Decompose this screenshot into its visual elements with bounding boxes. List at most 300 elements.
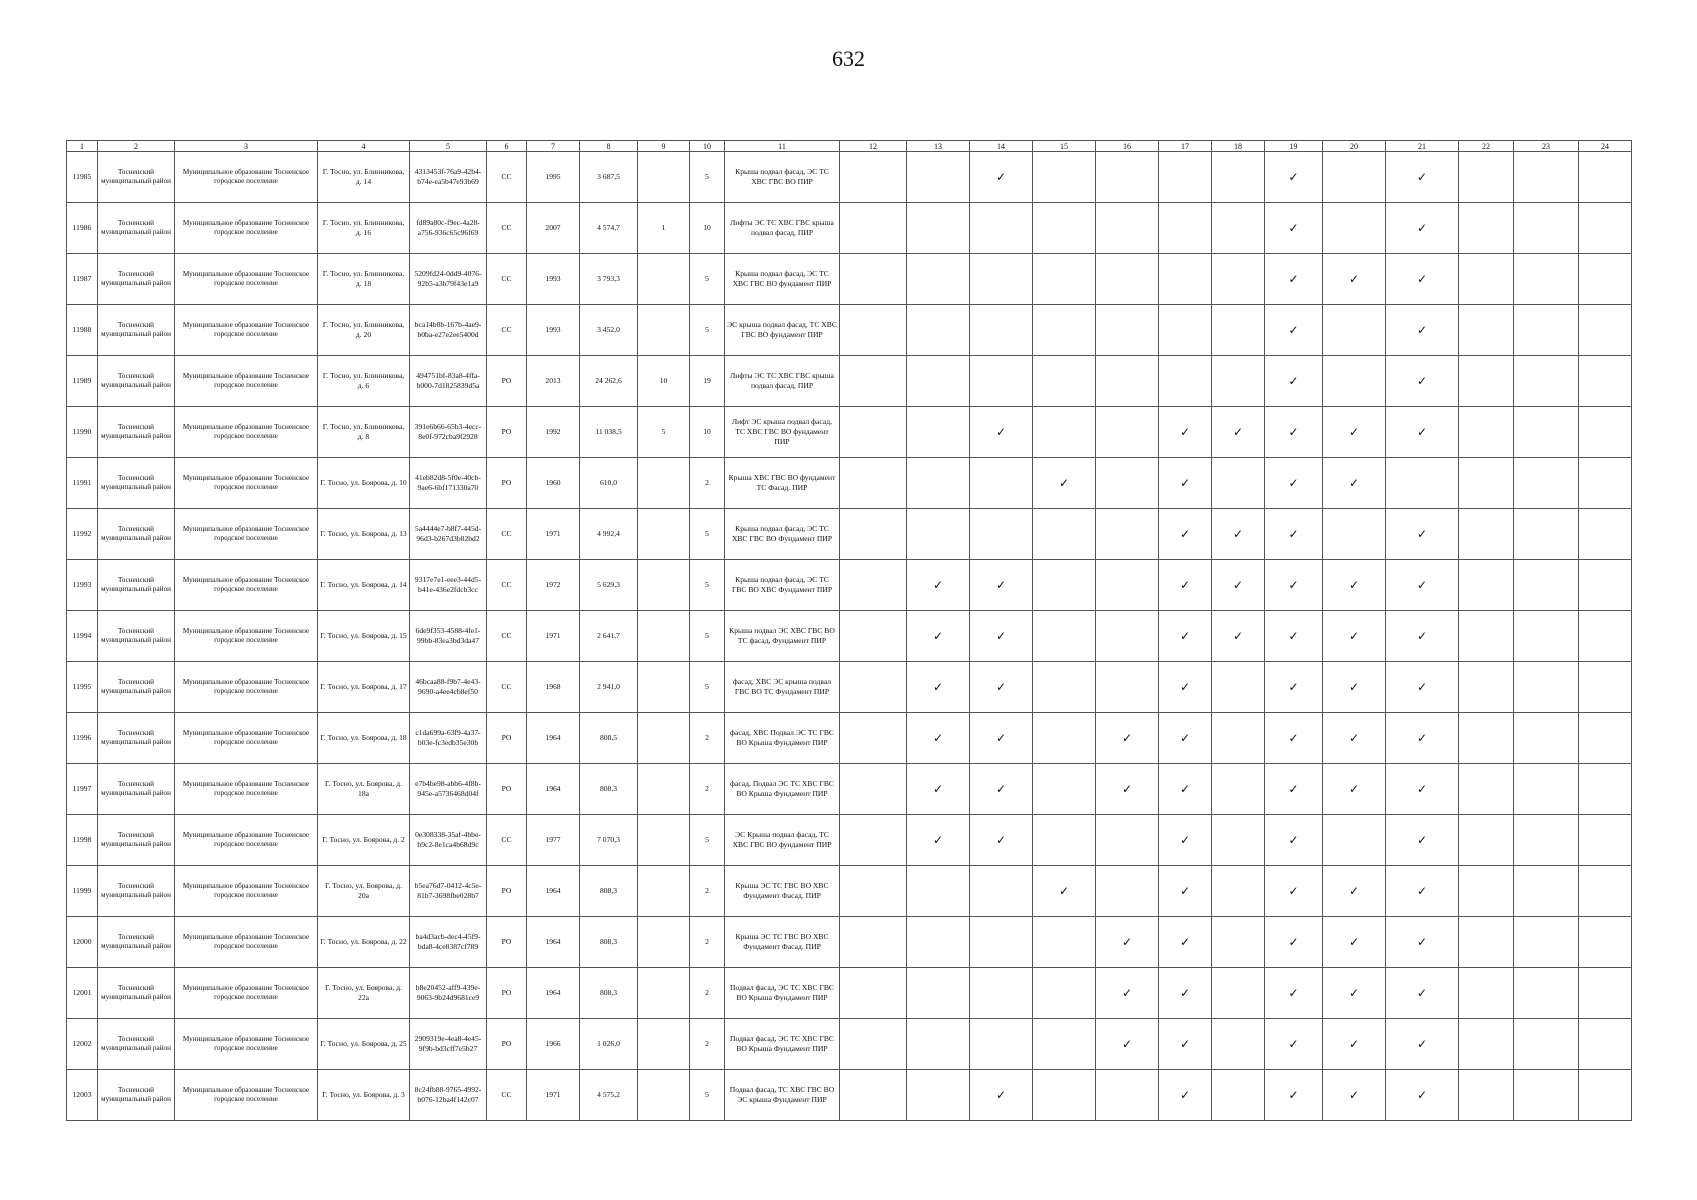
check-mark-icon: ✓ (1265, 407, 1323, 458)
table-cell: 24 262,6 (580, 356, 638, 407)
table-cell: 494751bf-83a8-4ffa-b000-7d1825839d5a (410, 356, 487, 407)
column-header-20: 20 (1323, 141, 1386, 152)
table-cell (1579, 305, 1632, 356)
table-cell: 1964 (527, 713, 580, 764)
table-cell (907, 917, 970, 968)
table-cell (970, 866, 1033, 917)
table-cell (1033, 1070, 1096, 1121)
table-cell: 3 687,5 (580, 152, 638, 203)
table-cell (1579, 254, 1632, 305)
table-cell: fd89a80c-f9ec-4a28-a756-936c65c96f69 (410, 203, 487, 254)
table-cell (1579, 560, 1632, 611)
table-cell (1459, 1070, 1514, 1121)
table-cell: bca14b8b-167b-4ae9-b0ba-e27e2ee5400d (410, 305, 487, 356)
table-cell (1579, 815, 1632, 866)
table-cell (1212, 1070, 1265, 1121)
table-cell: Г. Тосно, ул. Боярова, д. 18а (318, 764, 410, 815)
table-cell: 11996 (67, 713, 98, 764)
table-cell: 808,3 (580, 968, 638, 1019)
table-cell: РО (487, 458, 527, 509)
check-mark-icon: ✓ (907, 764, 970, 815)
table-cell (1579, 968, 1632, 1019)
check-mark-icon: ✓ (1386, 917, 1459, 968)
check-mark-icon: ✓ (1323, 407, 1386, 458)
table-cell (1159, 254, 1212, 305)
table-cell: 2 (690, 917, 725, 968)
table-cell (1514, 713, 1579, 764)
table-cell (1096, 509, 1159, 560)
table-cell: 41eb82d8-5f0e-40cb-9ae6-6bf171330a70 (410, 458, 487, 509)
table-cell: 5 (690, 1070, 725, 1121)
table-cell: 1964 (527, 866, 580, 917)
table-row (67, 203, 1632, 254)
table-cell (1159, 305, 1212, 356)
table-cell: 4313453f-76a9-42b4-b74e-ea5b47e93b69 (410, 152, 487, 203)
column-header-4: 4 (318, 141, 410, 152)
table-cell: РО (487, 917, 527, 968)
table-cell (840, 509, 907, 560)
check-mark-icon: ✓ (1323, 968, 1386, 1019)
column-header-12: 12 (840, 141, 907, 152)
table-cell (1459, 713, 1514, 764)
table-cell (1096, 203, 1159, 254)
column-header-13: 13 (907, 141, 970, 152)
table-cell (638, 152, 690, 203)
check-mark-icon: ✓ (1265, 356, 1323, 407)
table-cell (1033, 713, 1096, 764)
table-cell: Муниципальное образование Тосненское городское поселение (175, 560, 318, 611)
check-mark-icon: ✓ (1265, 305, 1323, 356)
table-cell (1459, 305, 1514, 356)
table-cell: фасад, ХВС Подвал ЭС ТС ГВС ВО Крыша Фундамент ПИР (725, 713, 840, 764)
table-cell (1579, 713, 1632, 764)
table-cell (907, 1070, 970, 1121)
check-mark-icon: ✓ (1386, 509, 1459, 560)
table-cell (1579, 458, 1632, 509)
table-cell: Муниципальное образование Тосненское городское поселение (175, 305, 318, 356)
table-cell (1159, 203, 1212, 254)
table-cell: 1995 (527, 152, 580, 203)
table-cell (907, 152, 970, 203)
table-row (67, 713, 1632, 764)
table-cell (1514, 560, 1579, 611)
table-cell: 4 574,7 (580, 203, 638, 254)
check-mark-icon: ✓ (1323, 611, 1386, 662)
table-cell (840, 713, 907, 764)
check-mark-icon: ✓ (1386, 356, 1459, 407)
table-cell: СС (487, 305, 527, 356)
table-cell: Муниципальное образование Тосненское городское поселение (175, 968, 318, 1019)
table-row (67, 305, 1632, 356)
table-row (67, 458, 1632, 509)
table-row (67, 1070, 1632, 1121)
table-cell (970, 509, 1033, 560)
table-row (67, 662, 1632, 713)
table-cell: Муниципальное образование Тосненское городское поселение (175, 203, 318, 254)
table-cell: Тосненский муниципальный район (98, 662, 175, 713)
check-mark-icon: ✓ (1386, 152, 1459, 203)
table-cell: 1 (638, 203, 690, 254)
table-cell (1514, 815, 1579, 866)
column-header-10: 10 (690, 141, 725, 152)
table-cell: ba4d3acb-dec4-45f9-bda8-4ce8387cf789 (410, 917, 487, 968)
table-cell: 46bcaa88-f9b7-4e43-9690-a4ee4cb8ef50 (410, 662, 487, 713)
table-cell: 0e308338-35af-4bbe-b9c2-8e1ca4b68d9c (410, 815, 487, 866)
check-mark-icon: ✓ (1386, 1070, 1459, 1121)
table-cell (1159, 152, 1212, 203)
check-mark-icon: ✓ (1386, 662, 1459, 713)
check-mark-icon: ✓ (907, 560, 970, 611)
check-mark-icon: ✓ (1265, 152, 1323, 203)
table-cell: 5 (690, 611, 725, 662)
table-cell (1386, 458, 1459, 509)
table-cell (1096, 152, 1159, 203)
check-mark-icon: ✓ (1386, 254, 1459, 305)
table-cell: 11 038,5 (580, 407, 638, 458)
check-mark-icon: ✓ (1159, 815, 1212, 866)
table-cell (1514, 407, 1579, 458)
table-cell: c1da699a-63f9-4a37-b03e-fc3edb35e30b (410, 713, 487, 764)
table-cell (1459, 611, 1514, 662)
check-mark-icon: ✓ (1265, 611, 1323, 662)
table-cell: Крыша подвал фасад, ЭС ТС ХВС ГВС ВО ПИР (725, 152, 840, 203)
table-cell (1459, 203, 1514, 254)
table-cell (1579, 1070, 1632, 1121)
table-cell: 6de9f353-4588-4fe1-99bb-83ea3bd3da47 (410, 611, 487, 662)
table-cell: 391e6b66-65b3-4ecc-8e0f-972cba9f2928 (410, 407, 487, 458)
table-cell: Г. Тосно, ул. Блинникова, д. 14 (318, 152, 410, 203)
table-cell (1033, 305, 1096, 356)
table-cell: 5a4444e7-b8f7-445d-96d3-b267d3b82bd2 (410, 509, 487, 560)
table-cell: Крыша ЭС ТС ГВС ВО ХВС Фундамент Фасад. ПИР (725, 917, 840, 968)
table-cell: 1971 (527, 611, 580, 662)
check-mark-icon: ✓ (1033, 866, 1096, 917)
table-cell: 11985 (67, 152, 98, 203)
check-mark-icon: ✓ (1159, 458, 1212, 509)
table-cell (1579, 917, 1632, 968)
table-cell: Подвал фасад, ЭС ТС ХВС ГВС ВО Крыша Фундамент ПИР (725, 968, 840, 1019)
table-cell (970, 305, 1033, 356)
table-cell: 5 (690, 560, 725, 611)
column-header-2: 2 (98, 141, 175, 152)
table-cell (638, 866, 690, 917)
table-cell: фасад, Подвал ЭС ТС ХВС ГВС ВО Крыша Фундамент ПИР (725, 764, 840, 815)
table-cell (1514, 917, 1579, 968)
table-cell (1514, 203, 1579, 254)
check-mark-icon: ✓ (1386, 815, 1459, 866)
table-cell: Г. Тосно, ул. Боярова, д. 18 (318, 713, 410, 764)
table-cell: 11992 (67, 509, 98, 560)
table-cell: Муниципальное образование Тосненское городское поселение (175, 1070, 318, 1121)
table-cell (907, 203, 970, 254)
check-mark-icon: ✓ (1212, 560, 1265, 611)
table-cell: 808,3 (580, 764, 638, 815)
table-cell: 5 (690, 509, 725, 560)
table-cell: Муниципальное образование Тосненское городское поселение (175, 866, 318, 917)
table-cell: Муниципальное образование Тосненское городское поселение (175, 815, 318, 866)
table-cell: РО (487, 356, 527, 407)
table-cell: Г. Тосно, ул. Боярова, д. 22 (318, 917, 410, 968)
table-row (67, 407, 1632, 458)
table-cell (907, 407, 970, 458)
table-cell: ЭС крыша подвал фасад, ТС ХВС ГВС ВО фундамент ПИР (725, 305, 840, 356)
table-cell: 2 (690, 713, 725, 764)
table-cell (1323, 305, 1386, 356)
check-mark-icon: ✓ (1096, 917, 1159, 968)
check-mark-icon: ✓ (1386, 968, 1459, 1019)
check-mark-icon: ✓ (1323, 1070, 1386, 1121)
check-mark-icon: ✓ (970, 713, 1033, 764)
column-header-23: 23 (1514, 141, 1579, 152)
table-cell: фасад, ХВС ЭС крыша подвал ГВС ВО ТС Фундамент ПИР (725, 662, 840, 713)
table-cell (907, 458, 970, 509)
table-cell: Крыша подвал ЭС ХВС ГВС ВО ТС фасад, Фундамент ПИР (725, 611, 840, 662)
table-cell (1033, 152, 1096, 203)
table-cell (1212, 203, 1265, 254)
table-cell: Крыша ЭС ТС ГВС ВО ХВС Фундамент Фасад. ПИР (725, 866, 840, 917)
table-cell (1514, 662, 1579, 713)
table-cell: 11999 (67, 866, 98, 917)
check-mark-icon: ✓ (1265, 509, 1323, 560)
table-cell: ЭС Крыша подвал фасад, ТС ХВС ГВС ВО фундамент ПИР (725, 815, 840, 866)
table-cell (1033, 560, 1096, 611)
table-cell (1096, 356, 1159, 407)
table-cell (1579, 764, 1632, 815)
column-header-18: 18 (1212, 141, 1265, 152)
table-cell: 2007 (527, 203, 580, 254)
table-cell (1212, 917, 1265, 968)
check-mark-icon: ✓ (1159, 611, 1212, 662)
check-mark-icon: ✓ (1096, 1019, 1159, 1070)
check-mark-icon: ✓ (1323, 458, 1386, 509)
table-cell (840, 764, 907, 815)
table-cell: Г. Тосно, ул. Боярова, д. 22а (318, 968, 410, 1019)
table-cell (638, 1070, 690, 1121)
table-header (67, 141, 1632, 152)
check-mark-icon: ✓ (1159, 866, 1212, 917)
table-row (67, 152, 1632, 203)
table-cell: 11993 (67, 560, 98, 611)
table-cell: Муниципальное образование Тосненское городское поселение (175, 458, 318, 509)
table-cell: 4 575,2 (580, 1070, 638, 1121)
table-cell (1579, 509, 1632, 560)
table-cell: Муниципальное образование Тосненское городское поселение (175, 509, 318, 560)
table-cell: Тосненский муниципальный район (98, 968, 175, 1019)
table-cell: 12000 (67, 917, 98, 968)
table-cell (638, 509, 690, 560)
table-cell: Г. Тосно, ул. Блинникова, д. 6 (318, 356, 410, 407)
check-mark-icon: ✓ (970, 611, 1033, 662)
table-cell: 11989 (67, 356, 98, 407)
table-cell (1579, 866, 1632, 917)
table-cell (1323, 815, 1386, 866)
table-cell (1579, 662, 1632, 713)
table-cell (1514, 254, 1579, 305)
column-header-17: 17 (1159, 141, 1212, 152)
table-cell (1514, 611, 1579, 662)
table-cell: Г. Тосно, ул. Блинникова, д. 20 (318, 305, 410, 356)
column-header-1: 1 (67, 141, 98, 152)
table-cell (1033, 815, 1096, 866)
table-cell: Муниципальное образование Тосненское городское поселение (175, 254, 318, 305)
table-cell: 2 941,0 (580, 662, 638, 713)
table-cell (1033, 356, 1096, 407)
table-cell: Муниципальное образование Тосненское городское поселение (175, 764, 318, 815)
table-cell: 1960 (527, 458, 580, 509)
column-header-22: 22 (1459, 141, 1514, 152)
table-cell: 10 (690, 407, 725, 458)
column-header-11: 11 (725, 141, 840, 152)
check-mark-icon: ✓ (1265, 662, 1323, 713)
table-cell (638, 815, 690, 866)
table-cell: Тосненский муниципальный район (98, 356, 175, 407)
table-cell: СС (487, 815, 527, 866)
check-mark-icon: ✓ (1386, 1019, 1459, 1070)
table-cell: Подвал фасад, ЭС ТС ХВС ГВС ВО Крыша Фундамент ПИР (725, 1019, 840, 1070)
table-cell (840, 458, 907, 509)
table-cell: 7 070,3 (580, 815, 638, 866)
table-cell (1459, 560, 1514, 611)
table-cell: Тосненский муниципальный район (98, 458, 175, 509)
check-mark-icon: ✓ (1159, 764, 1212, 815)
table-cell: 5 (638, 407, 690, 458)
table-cell: 11997 (67, 764, 98, 815)
table-cell: 1992 (527, 407, 580, 458)
table-cell (638, 764, 690, 815)
check-mark-icon: ✓ (1323, 254, 1386, 305)
table-cell: Муниципальное образование Тосненское городское поселение (175, 152, 318, 203)
table-cell (1459, 509, 1514, 560)
check-mark-icon: ✓ (1323, 662, 1386, 713)
table-cell: Муниципальное образование Тосненское городское поселение (175, 713, 318, 764)
table-cell: 12002 (67, 1019, 98, 1070)
table-cell (840, 968, 907, 1019)
table-cell: Муниципальное образование Тосненское городское поселение (175, 1019, 318, 1070)
table-cell: Г. Тосно, ул. Боярова, д. 3 (318, 1070, 410, 1121)
table-cell: 5209fd24-0dd9-4076-92b5-a3b79f43e1a9 (410, 254, 487, 305)
table-cell (840, 254, 907, 305)
table-cell (1579, 152, 1632, 203)
check-mark-icon: ✓ (970, 764, 1033, 815)
table-cell: Г. Тосно, ул. Боярова, д. 15 (318, 611, 410, 662)
column-header-19: 19 (1265, 141, 1323, 152)
table-cell (1033, 917, 1096, 968)
table-cell (1323, 509, 1386, 560)
table-cell: 1993 (527, 305, 580, 356)
table-cell (1033, 254, 1096, 305)
check-mark-icon: ✓ (1265, 203, 1323, 254)
check-mark-icon: ✓ (1265, 458, 1323, 509)
table-cell (1033, 764, 1096, 815)
check-mark-icon: ✓ (970, 662, 1033, 713)
table-cell (1212, 764, 1265, 815)
table-cell: РО (487, 764, 527, 815)
table-cell: 11990 (67, 407, 98, 458)
check-mark-icon: ✓ (1159, 1070, 1212, 1121)
table-cell: Крыша ХВС ГВС ВО фундамент ТС Фасад. ПИР (725, 458, 840, 509)
check-mark-icon: ✓ (970, 560, 1033, 611)
table-cell (840, 356, 907, 407)
table-cell: 2 (690, 1019, 725, 1070)
table-row (67, 254, 1632, 305)
table-row (67, 815, 1632, 866)
check-mark-icon: ✓ (1323, 560, 1386, 611)
check-mark-icon: ✓ (1159, 407, 1212, 458)
table-cell: Г. Тосно, ул. Блинникова, д. 16 (318, 203, 410, 254)
table-cell: Тосненский муниципальный район (98, 917, 175, 968)
table-cell: 11988 (67, 305, 98, 356)
table-cell: РО (487, 713, 527, 764)
check-mark-icon: ✓ (1159, 1019, 1212, 1070)
table-cell: СС (487, 1070, 527, 1121)
table-cell (907, 509, 970, 560)
table-cell (1514, 305, 1579, 356)
column-header-5: 5 (410, 141, 487, 152)
table-cell (840, 1019, 907, 1070)
table-cell (1459, 407, 1514, 458)
table-cell (1514, 968, 1579, 1019)
table-cell: Тосненский муниципальный район (98, 203, 175, 254)
check-mark-icon: ✓ (1159, 560, 1212, 611)
table-cell: 1964 (527, 917, 580, 968)
check-mark-icon: ✓ (1265, 968, 1323, 1019)
table-cell: Тосненский муниципальный район (98, 560, 175, 611)
table-cell (1212, 815, 1265, 866)
table-cell (1212, 968, 1265, 1019)
column-header-21: 21 (1386, 141, 1459, 152)
table-cell: Г. Тосно, ул. Боярова, д. 17 (318, 662, 410, 713)
table-cell: 808,3 (580, 866, 638, 917)
table-cell (970, 254, 1033, 305)
check-mark-icon: ✓ (1265, 254, 1323, 305)
table-cell: 10 (638, 356, 690, 407)
table-cell: 8c24fb88-9765-4992-b076-12ba4f142c07 (410, 1070, 487, 1121)
table-row (67, 968, 1632, 1019)
table-cell (970, 968, 1033, 1019)
table-cell (1212, 305, 1265, 356)
table-cell (1212, 152, 1265, 203)
check-mark-icon: ✓ (1265, 1019, 1323, 1070)
table-cell (840, 305, 907, 356)
table-cell: Лифт ЭС крыша подвал фасад, ТС ХВС ГВС ВО фундамент ПИР (725, 407, 840, 458)
check-mark-icon: ✓ (1159, 713, 1212, 764)
check-mark-icon: ✓ (1323, 764, 1386, 815)
table-cell: Муниципальное образование Тосненское городское поселение (175, 662, 318, 713)
table-cell: 11987 (67, 254, 98, 305)
check-mark-icon: ✓ (1212, 611, 1265, 662)
table-cell: e7b4be98-abb6-4f8b-945e-a5736468d04f (410, 764, 487, 815)
table-cell: 11991 (67, 458, 98, 509)
table-cell: 1972 (527, 560, 580, 611)
table-cell (907, 254, 970, 305)
table-cell (1033, 203, 1096, 254)
table-cell (1579, 1019, 1632, 1070)
table-cell: Подвал фасад, ТС ХВС ГВС ВО ЭС крыша Фундамент ПИР (725, 1070, 840, 1121)
check-mark-icon: ✓ (1212, 407, 1265, 458)
check-mark-icon: ✓ (1159, 968, 1212, 1019)
table-cell: Лифты ЭС ТС ХВС ГВС крыша подвал фасад, ПИР (725, 203, 840, 254)
table-row (67, 917, 1632, 968)
table-cell (638, 713, 690, 764)
check-mark-icon: ✓ (1265, 815, 1323, 866)
table-cell: РО (487, 1019, 527, 1070)
check-mark-icon: ✓ (1323, 713, 1386, 764)
table-cell (840, 866, 907, 917)
table-cell (1212, 356, 1265, 407)
table-cell (1212, 458, 1265, 509)
check-mark-icon: ✓ (1265, 917, 1323, 968)
table-cell: 2 641,7 (580, 611, 638, 662)
